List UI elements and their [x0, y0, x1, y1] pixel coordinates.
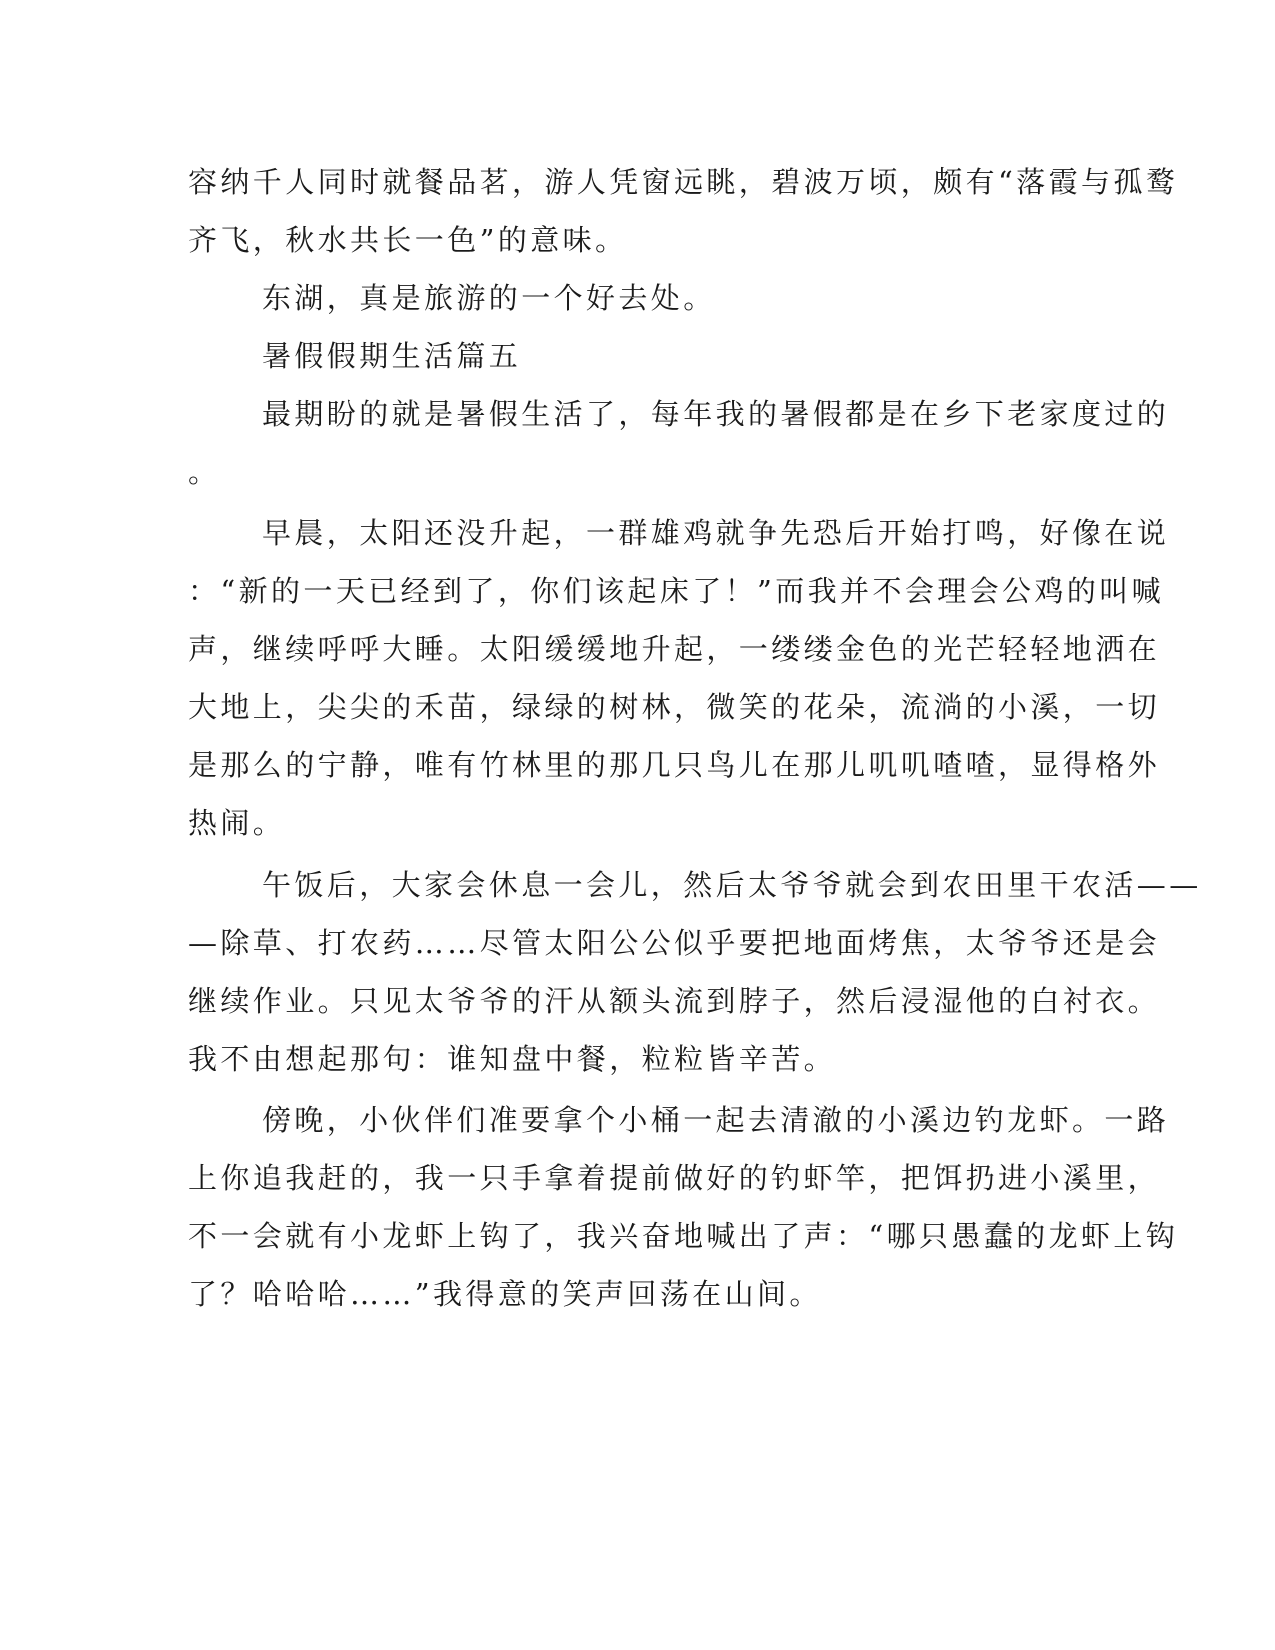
- text-line: 齐飞，秋水共长一色”的意味。: [188, 223, 628, 257]
- text-line: 了？哈哈哈……”我得意的笑声回荡在山间。: [188, 1277, 822, 1311]
- text-line: ：“新的一天已经到了，你们该起床了！”而我并不会理会公鸡的叫喊: [188, 574, 1165, 608]
- text-line: 大地上，尖尖的禾苗，绿绿的树林，微笑的花朵，流淌的小溪，一切: [188, 690, 1161, 724]
- text-line: 午饭后，大家会休息一会儿，然后太爷爷就会到农田里干农活——: [262, 868, 1202, 902]
- section-heading: 暑假假期生活篇五: [262, 339, 522, 373]
- text-line: 最期盼的就是暑假生活了，每年我的暑假都是在乡下老家度过的: [262, 397, 1170, 431]
- text-line: 容纳千人同时就餐品茗，游人凭窗远眺，碧波万顷，颇有“落霞与孤鹜: [188, 165, 1179, 199]
- text-line: —除草、打农药……尽管太阳公公似乎要把地面烤焦，太爷爷还是会: [188, 926, 1161, 960]
- text-line: 声，继续呼呼大睡。太阳缓缓地升起，一缕缕金色的光芒轻轻地洒在: [188, 632, 1161, 666]
- text-line: 继续作业。只见太爷爷的汗从额头流到脖子，然后浸湿他的白衬衣。: [188, 984, 1161, 1018]
- text-line: 上你追我赶的，我一只手拿着提前做好的钓虾竿，把饵扔进小溪里，: [188, 1161, 1161, 1195]
- text-line: 是那么的宁静，唯有竹林里的那几只鸟儿在那儿叽叽喳喳，显得格外: [188, 748, 1161, 782]
- text-line: 东湖，真是旅游的一个好去处。: [262, 281, 716, 315]
- text-line: 早晨，太阳还没升起，一群雄鸡就争先恐后开始打鸣，好像在说: [262, 516, 1170, 550]
- text-line: 热闹。: [188, 806, 286, 840]
- text-line: 。: [188, 455, 221, 489]
- text-line: 傍晚，小伙伴们准要拿个小桶一起去清澈的小溪边钓龙虾。一路: [262, 1103, 1170, 1137]
- text-line: 不一会就有小龙虾上钩了，我兴奋地喊出了声：“哪只愚蠢的龙虾上钩: [188, 1219, 1179, 1253]
- text-line: 我不由想起那句：谁知盘中餐，粒粒皆辛苦。: [188, 1042, 837, 1076]
